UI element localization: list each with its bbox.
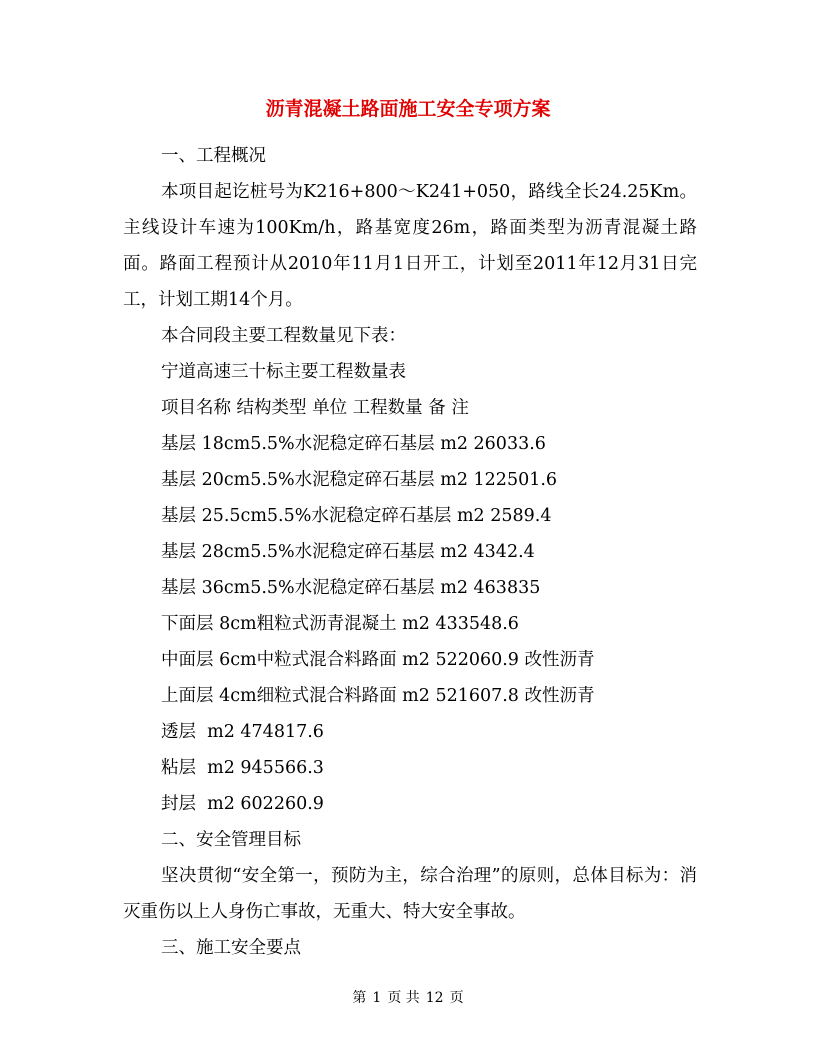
document-body	[123, 138, 697, 966]
footer-page-number: 1	[372, 990, 382, 1006]
section-heading: 二、安全管理目标	[161, 830, 301, 850]
footer-total-pages: 12	[425, 990, 444, 1006]
table-row-line: 下面层 8cm粗粒式沥青混凝土 m2 433548.6	[161, 614, 519, 634]
section-heading: 三、施工安全要点	[161, 938, 301, 958]
table-row-line: 基层 25.5cm5.5%水泥稳定碎石基层 m2 2589.4	[161, 506, 552, 526]
table-row-line: 基层 18cm5.5%水泥稳定碎石基层 m2 26033.6	[161, 434, 546, 454]
footer-suffix: 页	[449, 990, 464, 1006]
table-row-line: 上面层 4cm细粒式混合料路面 m2 521607.8 改性沥青	[161, 686, 595, 706]
table-row-line: 粘层 m2 945566.3	[161, 758, 324, 778]
footer-middle: 页 共	[387, 990, 420, 1006]
body-paragraph: 坚决贯彻“安全第一，预防为主，综合治理”的原则，总体目标为：消灭重伤以上人身伤亡事故，无重大、特大安全事故。	[123, 866, 697, 922]
document-title: 沥青混凝土路面施工安全专项方案	[265, 98, 551, 120]
table-row-line: 封层 m2 602260.9	[161, 794, 324, 814]
body-paragraph: 本项目起讫桩号为K216+800～K241+050，路线全长24.25Km。主线设计车速为100Km/h，路基宽度26m，路面类型为沥青混凝土路面。路面工程预计从2010年11月1日开工，计划至2011年12月31日完工，计划工期14个月。	[123, 182, 697, 310]
table-row-line: 透层 m2 474817.6	[161, 722, 324, 742]
body-paragraph: 本合同段主要工程数量见下表：	[161, 326, 406, 346]
table-header-line: 项目名称 结构类型 单位 工程数量 备 注	[161, 398, 469, 418]
footer-prefix: 第	[352, 990, 367, 1006]
section-heading: 一、工程概况	[161, 146, 266, 166]
page-footer	[0, 988, 816, 1008]
table-row-line: 中面层 6cm中粒式混合料路面 m2 522060.9 改性沥青	[161, 650, 595, 670]
table-row-line: 基层 36cm5.5%水泥稳定碎石基层 m2 463835	[161, 578, 541, 598]
table-row-line: 基层 28cm5.5%水泥稳定碎石基层 m2 4342.4	[161, 542, 535, 562]
table-title: 宁道高速三十标主要工程数量表	[161, 362, 406, 382]
table-row-line: 基层 20cm5.5%水泥稳定碎石基层 m2 122501.6	[161, 470, 558, 490]
